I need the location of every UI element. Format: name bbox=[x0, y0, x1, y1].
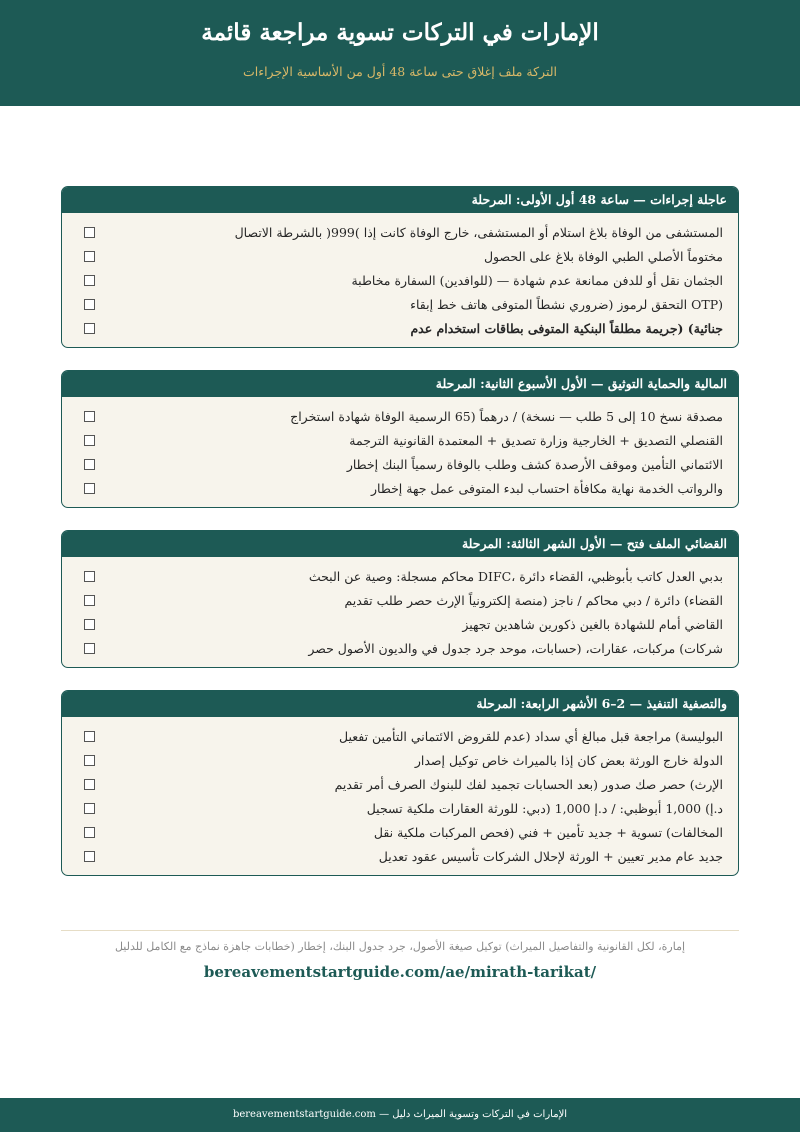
checkbox[interactable] bbox=[84, 779, 95, 790]
checkbox[interactable] bbox=[84, 731, 95, 742]
checklist-item bbox=[84, 293, 723, 317]
checkbox[interactable] bbox=[84, 435, 95, 446]
checklist-item bbox=[84, 317, 723, 341]
checkbox[interactable] bbox=[84, 251, 95, 262]
checklist-item-text: القاضي أمام للشهادة بالغين ذكورين شاهدين تجهيز bbox=[462, 617, 723, 632]
checkbox[interactable] bbox=[84, 459, 95, 470]
checklist-item bbox=[84, 725, 723, 749]
checkbox[interactable] bbox=[84, 323, 95, 334]
checkbox[interactable] bbox=[84, 803, 95, 814]
section-title: المالية والحماية التوثيق — الأول الأسبوع الثانية: المرحلة bbox=[62, 371, 738, 397]
checkbox[interactable] bbox=[84, 851, 95, 862]
checkbox[interactable] bbox=[84, 299, 95, 310]
checklist bbox=[62, 557, 738, 667]
checklist-item-text: بدبي العدل كاتب بأبوظبي، القضاء دائرة ،DIFC محاكم مسجلة: وصية عن البحث bbox=[308, 569, 723, 584]
section-title: القضائي الملف فتح — الأول الشهر الثالثة: المرحلة bbox=[62, 531, 738, 557]
footer-note: إمارة، لكل القانونية والتفاصيل الميراث) توكيل صيغة الأصول، جرد جدول البنك، إخطار (خطابات جاهزة نماذج مع الكامل للدليل bbox=[114, 940, 686, 953]
checklist-item-text: والرواتب الخدمة نهاية مكافأة احتساب لبدء المتوفى عمل جهة إخطار bbox=[370, 481, 723, 496]
checklist-item bbox=[84, 245, 723, 269]
checkbox[interactable] bbox=[84, 275, 95, 286]
checklist-item-text: (OTP التحقق لرموز (ضروري نشطاً المتوفى هاتف خط إبقاء bbox=[410, 297, 723, 312]
checklist-item bbox=[84, 845, 723, 869]
checkbox[interactable] bbox=[84, 227, 95, 238]
checklist-item bbox=[84, 405, 723, 429]
checklist-item-text: البوليسة) مراجعة قبل مبالغ أي سداد (عدم للقروض الائتماني التأمين تفعيل bbox=[338, 729, 723, 744]
footer-divider bbox=[61, 930, 739, 931]
checkbox[interactable] bbox=[84, 643, 95, 654]
checklist-item bbox=[84, 589, 723, 613]
checklist bbox=[62, 213, 738, 347]
checklist-item bbox=[84, 429, 723, 453]
checklist-item bbox=[84, 269, 723, 293]
page-title: الإمارات في التركات تسوية مراجعة قائمة bbox=[201, 19, 599, 46]
checklist-item-text: القضاء) دائرة / دبي محاكم / ناجز (منصة إلكترونياً الإرث حصر طلب تقديم bbox=[344, 593, 723, 608]
checklist-item bbox=[84, 821, 723, 845]
checklist-item bbox=[84, 565, 723, 589]
checkbox[interactable] bbox=[84, 755, 95, 766]
checklist-item-text: الجثمان نقل أو للدفن ممانعة عدم شهادة — (للوافدين) السفارة مخاطبة bbox=[351, 273, 723, 288]
checklist-item-text: مصدقة نسخ 10 إلى 5 طلب — نسخة) / درهماً (65 الرسمية الوفاة شهادة استخراج bbox=[290, 409, 723, 424]
checkbox[interactable] bbox=[84, 483, 95, 494]
checklist-item bbox=[84, 453, 723, 477]
checklist-item-text: شركات) مركبات، عقارات، (حسابات، موحد جرد جدول في والديون الأصول حصر bbox=[308, 641, 723, 656]
section-phase-4 bbox=[61, 690, 739, 876]
checklist-item-text: الإرث) حصر صك صدور (بعد الحسابات تجميد لفك للبنوك الصرف أمر تقديم bbox=[334, 777, 723, 792]
checkbox[interactable] bbox=[84, 571, 95, 582]
checklist-item bbox=[84, 477, 723, 501]
checklist-item bbox=[84, 613, 723, 637]
section-phase-1 bbox=[61, 186, 739, 348]
section-title: والتصفية التنفيذ — 2–6 الأشهر الرابعة: المرحلة bbox=[62, 691, 738, 717]
checkbox[interactable] bbox=[84, 411, 95, 422]
checklist bbox=[62, 397, 738, 507]
checklist-item-text: الدولة خارج الورثة بعض كان إذا بالميراث خاص توكيل إصدار bbox=[414, 753, 723, 768]
checklist-item-text: د.إ) 1,000 أبوظبي: / د.إ 1,000 (دبي: للورثة العقارات ملكية تسجيل bbox=[366, 801, 723, 816]
bottom-bar: الإمارات في التركات وتسوية الميراث دليل — bereavementstartguide.com bbox=[0, 1098, 800, 1132]
checklist-item bbox=[84, 221, 723, 245]
checklist-item-text: الائتماني التأمين وموقف الأرصدة كشف وطلب بالوفاة رسمياً البنك إخطار bbox=[346, 457, 723, 472]
checklist-item bbox=[84, 773, 723, 797]
checklist-item-text: جنائية) (جريمة مطلقاً البنكية المتوفى بطاقات استخدام عدم bbox=[410, 321, 723, 336]
checklist-item-text: مختوماً الأصلي الطبي الوفاة بلاغ على الحصول bbox=[483, 249, 723, 264]
checklist-item bbox=[84, 749, 723, 773]
checklist-item-text: القنصلي التصديق + الخارجية وزارة تصديق + المعتمدة القانونية الترجمة bbox=[349, 433, 723, 448]
section-phase-2 bbox=[61, 370, 739, 508]
checklist-item-text: المستشفى من الوفاة بلاغ استلام أو المستشفى، خارج الوفاة كانت إذا )999( بالشرطة الاتصال bbox=[234, 225, 723, 240]
checklist-item-text: المخالفات) تسوية + جديد تأمين + فني (فحص المركبات ملكية نقل bbox=[373, 825, 723, 840]
checkbox[interactable] bbox=[84, 595, 95, 606]
checklist-content bbox=[61, 186, 739, 898]
section-phase-3 bbox=[61, 530, 739, 668]
guide-link[interactable]: bereavementstartguide.com/ae/mirath-tarikat/ bbox=[203, 963, 597, 981]
checklist-item-text: جديد عام مدير تعيين + الورثة لإحلال الشركات تأسيس عقود تعديل bbox=[378, 849, 723, 864]
section-title: عاجلة إجراءات — ساعة 48 أول الأولى: المرحلة bbox=[62, 187, 738, 213]
page-subtitle: التركة ملف إغلاق حتى ساعة 48 أول من الأساسية الإجراءات bbox=[242, 64, 558, 79]
checklist-item bbox=[84, 637, 723, 661]
page-header bbox=[0, 0, 800, 106]
checklist bbox=[62, 717, 738, 875]
checkbox[interactable] bbox=[84, 827, 95, 838]
checkbox[interactable] bbox=[84, 619, 95, 630]
checklist-item bbox=[84, 797, 723, 821]
